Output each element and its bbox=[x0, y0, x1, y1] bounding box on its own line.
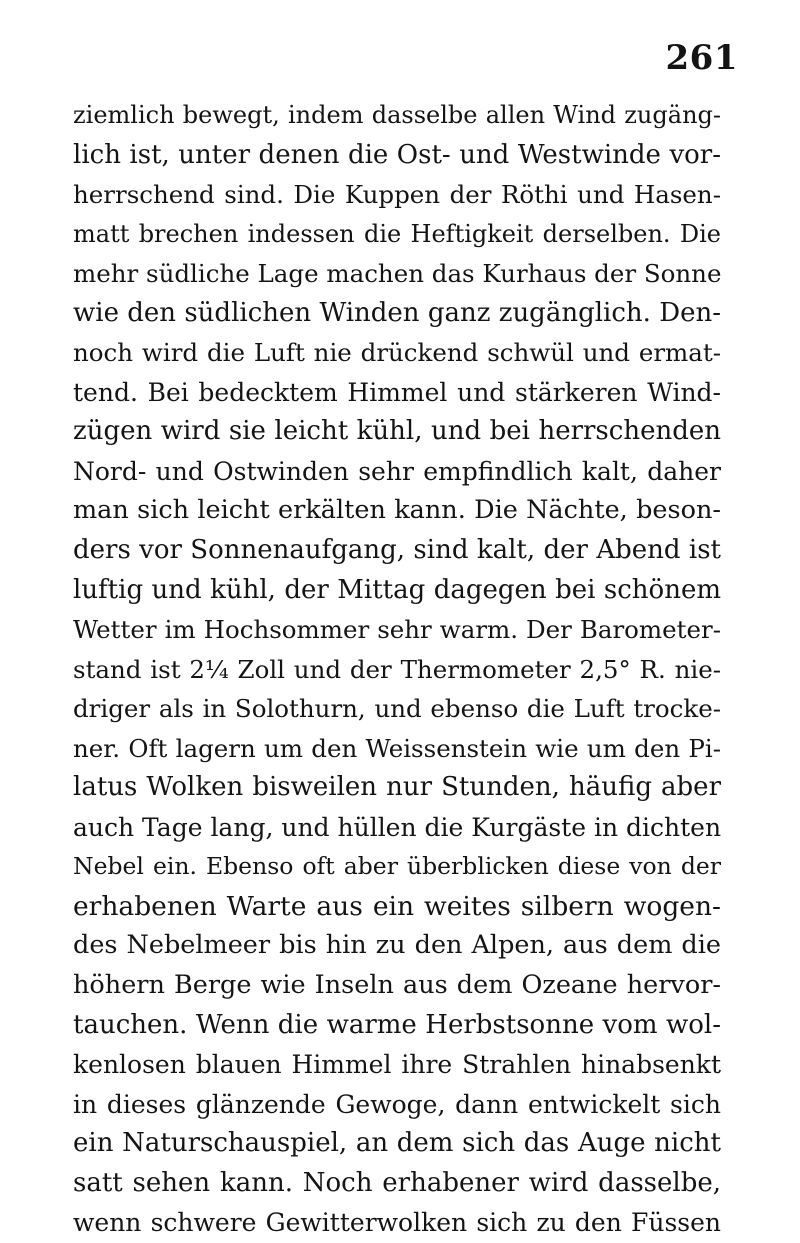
text-line: lich ist, unter denen die Ost- und Westwinde vor- bbox=[73, 139, 721, 170]
text-line: erhabenen Warte aus ein weites silbern wogen- bbox=[73, 890, 721, 922]
text-line: ders vor Sonnenaufgang, sind kalt, der Abend ist bbox=[73, 535, 721, 566]
text-line: kenlosen blauen Himmel ihre Strahlen hinabsenkt bbox=[73, 1050, 721, 1080]
text-line: man sich leicht erkälten kann. Die Nächte, beson- bbox=[73, 495, 721, 526]
text-line: Nord- und Ostwinden sehr empfindlich kalt, daher bbox=[73, 456, 721, 486]
text-line: latus Wolken bisweilen nur Stunden, häufig aber bbox=[73, 772, 721, 803]
text-line: höhern Berge wie Inseln aus dem Ozeane hervor- bbox=[73, 970, 721, 1001]
text-line: stand ist 2¼ Zoll und der Thermometer 2,5° R. nie- bbox=[73, 654, 721, 684]
text-line: matt brechen indessen die Heftigkeit derselben. Die bbox=[73, 219, 721, 248]
text-line: wie den südlichen Winden ganz zugänglich. Den- bbox=[73, 297, 721, 328]
text-line: ziemlich bewegt, indem dasselbe allen Wind zugäng- bbox=[73, 101, 721, 129]
text-line: luftig und kühl, der Mittag dagegen bei schönem bbox=[73, 574, 721, 605]
text-line: wenn schwere Gewitterwolken sich zu den Füssen bbox=[73, 1208, 721, 1238]
text-line: satt sehen kann. Noch erhabener wird dasselbe, bbox=[73, 1167, 721, 1198]
text-line: ein Naturschauspiel, an dem sich das Auge nicht bbox=[73, 1128, 721, 1159]
text-line: in dieses glänzende Gewoge, dann entwickelt sich bbox=[73, 1089, 721, 1119]
text-line: zügen wird sie leicht kühl, und bei herrschenden bbox=[73, 416, 721, 447]
text-line: tend. Bei bedecktem Himmel und stärkeren Wind- bbox=[73, 377, 721, 407]
text-line: noch wird die Luft nie drückend schwül und ermat- bbox=[73, 338, 721, 368]
text-line: mehr südliche Lage machen das Kurhaus der Sonne bbox=[73, 259, 722, 289]
text-line: Nebel ein. Ebenso oft aber überblicken diese von der bbox=[73, 852, 721, 881]
body-text bbox=[73, 96, 721, 1243]
text-line: ner. Oft lagern um den Weissenstein wie um den Pi- bbox=[73, 733, 721, 763]
text-line: auch Tage lang, und hüllen die Kurgäste in dichten bbox=[73, 812, 722, 842]
text-line: herrschend sind. Die Kuppen der Röthi und Hasen- bbox=[73, 180, 721, 210]
page-number: 261 bbox=[665, 38, 738, 78]
text-line: Wetter im Hochsommer sehr warm. Der Barometer- bbox=[73, 615, 721, 645]
text-line: tauchen. Wenn die warme Herbstsonne vom wol- bbox=[73, 1009, 721, 1040]
text-line: driger als in Solothurn, und ebenso die Luft trocke- bbox=[73, 694, 721, 724]
text-line: des Nebelmeer bis hin zu den Alpen, aus dem die bbox=[73, 930, 721, 961]
